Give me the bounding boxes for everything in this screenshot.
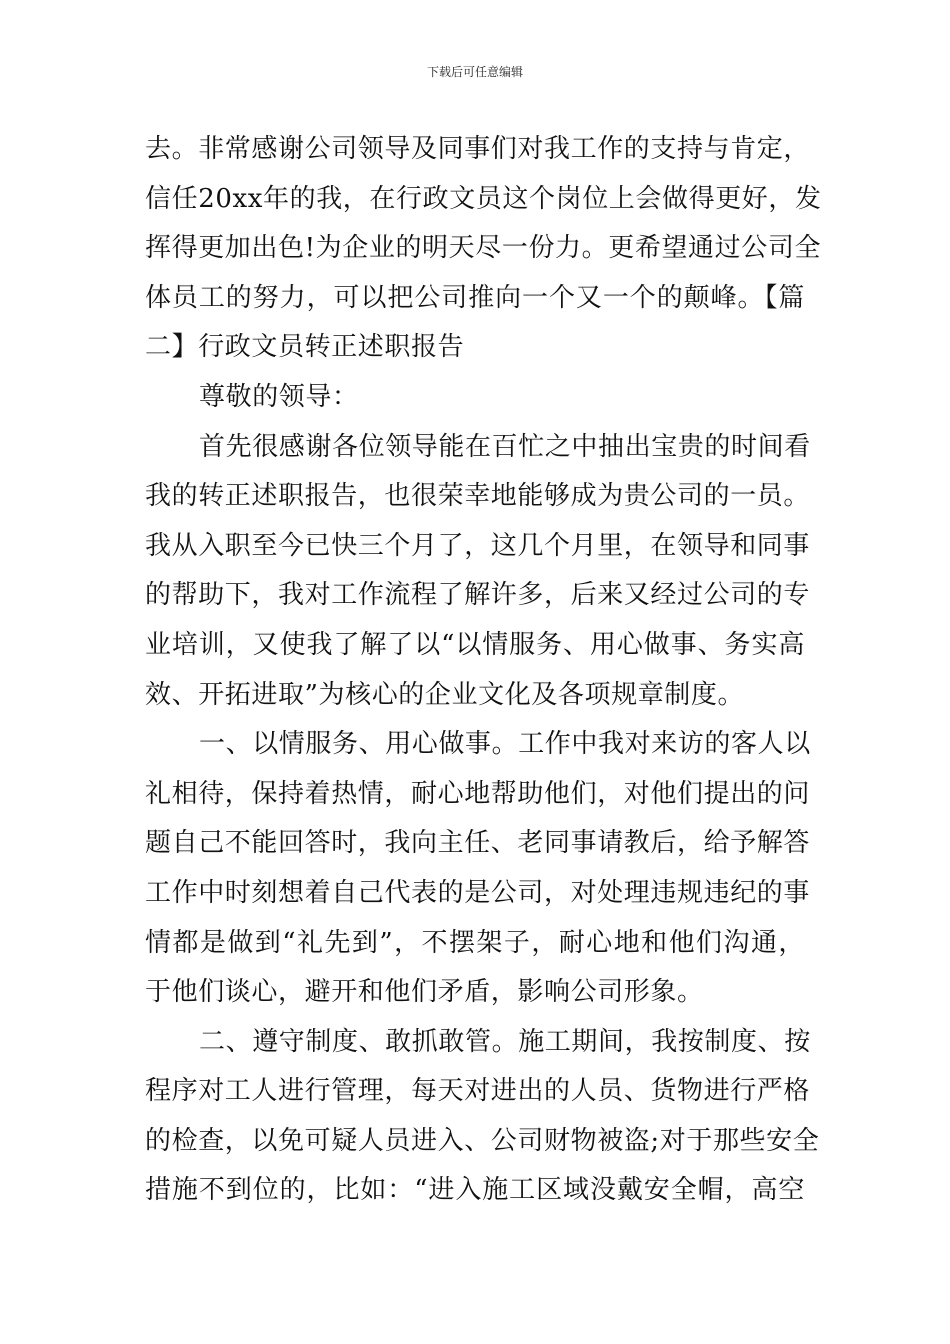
text-line: 礼相待，保持着热情，耐心地帮助他们，对他们提出的问 [145,778,811,809]
text-line: 信任20xx年的我，在行政文员这个岗位上会做得更好，发 [145,183,822,214]
text-line: 题自己不能回答时，我向主任、老同事请教后，给予解答 [145,828,811,859]
text-line: 我从入职至今已快三个月了，这几个月里，在领导和同事 [145,530,811,561]
text-line: 我的转正述职报告，也很荣幸地能够成为贵公司的一员。 [145,481,811,512]
paragraph [145,1018,820,1216]
salutation: 尊敬的领导： [199,381,359,412]
text-line: 于他们谈心，避开和他们矛盾，影响公司形象。 [145,977,704,1008]
page-header: 下载后可任意编辑 [426,65,523,79]
text-line: 一、以情服务、用心做事。工作中我对来访的客人以 [199,729,811,760]
text-line: 工作中时刻想着自己代表的是公司，对处理违规违纪的事 [145,877,811,908]
paragraph [145,720,811,1018]
paragraph [145,423,811,721]
text-line: 去。非常感谢公司领导及同事们对我工作的支持与肯定， [145,134,811,164]
paragraph [145,125,822,373]
text-line: 的帮助下，我对工作流程了解许多，后来又经过公司的专 [145,580,811,611]
text-line: 体员工的努力，可以把公司推向一个又一个的颠峰。【篇 [145,282,805,313]
text-line: 二】行政文员转正述职报告 [145,332,465,363]
text-line: 业培训，又使我了解了以“以情服务、用心做事、务实高 [145,629,805,660]
text-line: 的检查，以免可疑人员进入、公司财物被盗;对于那些安全 [145,1125,820,1156]
text-line: 措施不到位的，比如：“进入施工区域没戴安全帽，高空 [145,1175,805,1206]
text-line: 程序对工人进行管理，每天对进出的人员、货物进行严格 [145,1076,811,1107]
text-line: 情都是做到“礼先到”，不摆架子，耐心地和他们沟通， [145,927,805,958]
text-line: 首先很感谢各位领导能在百忙之中抽出宝贵的时间看 [199,431,811,462]
text-line: 二、遵守制度、敢抓敢管。施工期间，我按制度、按 [199,1026,811,1057]
text-line: 效、开拓进取”为核心的企业文化及各项规章制度。 [145,679,745,710]
paragraph [145,373,805,423]
document-body [145,125,822,1216]
text-line: 挥得更加出色!为企业的明天尽一份力。更希望通过公司全 [145,233,822,264]
